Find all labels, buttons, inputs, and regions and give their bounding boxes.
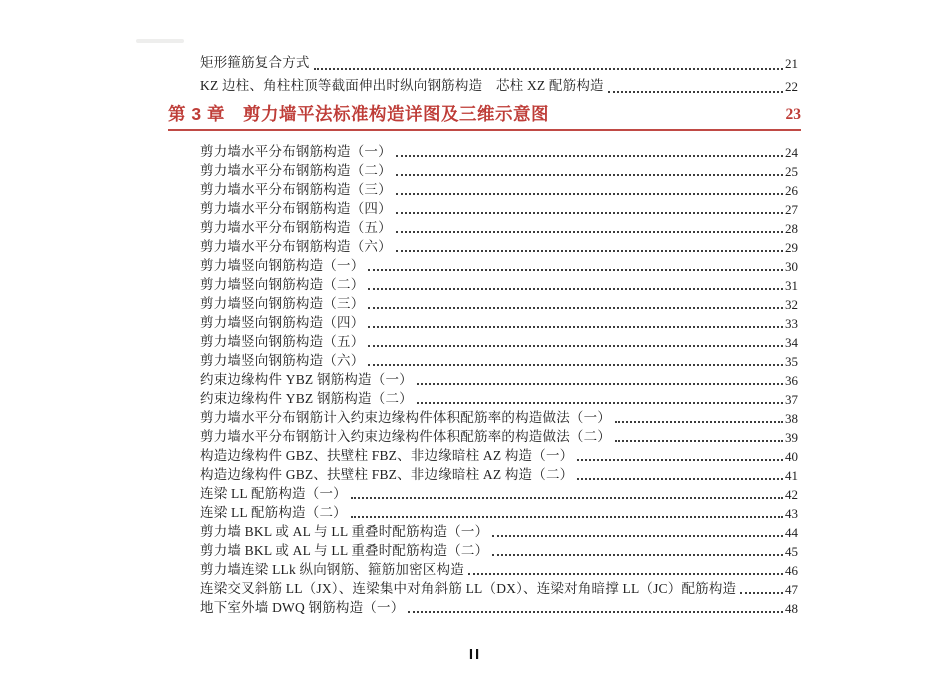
toc-entry-page: 36 [785, 373, 798, 388]
toc-leader-dots [740, 592, 783, 594]
toc-entry[interactable] [200, 579, 798, 598]
toc-entry-page: 37 [785, 392, 798, 407]
toc-leader-dots [396, 231, 783, 233]
toc-entry-page: 38 [785, 411, 798, 426]
toc-leader-dots [396, 155, 783, 157]
toc-leader-dots [396, 174, 783, 176]
toc-entry[interactable] [200, 199, 798, 218]
toc-entry-label: 剪力墙竖向钢筋构造（三） [200, 296, 365, 311]
toc-entry-label: 剪力墙竖向钢筋构造（一） [200, 258, 365, 273]
toc-leader-dots [351, 516, 783, 518]
toc-entry-label: 矩形箍筋复合方式 [200, 55, 310, 70]
toc-leader-dots [314, 68, 783, 70]
toc-entry-page: 29 [785, 240, 798, 255]
toc-leader-dots [492, 535, 783, 537]
toc-leader-dots [615, 440, 783, 442]
toc-leader-dots [351, 497, 783, 499]
toc-entry-page: 27 [785, 202, 798, 217]
toc-entry-label: 剪力墙水平分布钢筋构造（一） [200, 144, 392, 159]
toc-leader-dots [368, 326, 783, 328]
toc-entry[interactable] [200, 294, 798, 313]
toc-entry-page: 31 [785, 278, 798, 293]
toc-entry-page: 45 [785, 544, 798, 559]
toc-entry[interactable] [200, 484, 798, 503]
toc-entry[interactable] [200, 446, 798, 465]
toc-entry-page: 39 [785, 430, 798, 445]
toc-entry-label: 剪力墙 BKL 或 AL 与 LL 重叠时配筋构造（一） [200, 524, 489, 539]
toc-entry-page: 48 [785, 601, 798, 616]
page-number-footer: II [468, 646, 482, 663]
toc-entry-label: KZ 边柱、角柱柱顶等截面伸出时纵向钢筋构造 芯柱 XZ 配筋构造 [200, 78, 604, 93]
toc-entry-page: 25 [785, 164, 798, 179]
toc-entry[interactable] [200, 313, 798, 332]
toc-leader-dots [368, 288, 783, 290]
toc-entry[interactable] [200, 351, 798, 370]
toc-leader-dots [577, 459, 783, 461]
toc-leader-dots [492, 554, 783, 556]
toc-entry-label: 剪力墙水平分布钢筋计入约束边缘构件体积配筋率的构造做法（一） [200, 410, 611, 425]
front-matter-toc-list [200, 51, 798, 97]
toc-entry-page: 24 [785, 145, 798, 160]
toc-entry[interactable] [200, 74, 798, 97]
toc-leader-dots [468, 573, 783, 575]
chapter-page-number: 23 [785, 106, 801, 123]
toc-entry[interactable] [200, 503, 798, 522]
toc-entry-page: 43 [785, 506, 798, 521]
toc-entry-label: 剪力墙水平分布钢筋构造（二） [200, 163, 392, 178]
toc-entry-label: 剪力墙竖向钢筋构造（五） [200, 334, 365, 349]
toc-leader-dots [368, 364, 783, 366]
toc-entry-page: 21 [785, 56, 798, 71]
toc-entry-label: 构造边缘构件 GBZ、扶壁柱 FBZ、非边缘暗柱 AZ 构造（二） [200, 467, 574, 482]
scan-artifact [136, 39, 184, 43]
toc-entry[interactable] [200, 465, 798, 484]
toc-entry-label: 剪力墙水平分布钢筋构造（三） [200, 182, 392, 197]
toc-leader-dots [396, 250, 783, 252]
toc-leader-dots [396, 212, 783, 214]
toc-entry-label: 连梁 LL 配筋构造（二） [200, 505, 347, 520]
toc-entry[interactable] [200, 275, 798, 294]
toc-leader-dots [368, 307, 783, 309]
toc-entry-page: 46 [785, 563, 798, 578]
toc-entry[interactable] [200, 161, 798, 180]
toc-leader-dots [368, 345, 783, 347]
toc-leader-dots [577, 478, 783, 480]
toc-entry-label: 剪力墙水平分布钢筋计入约束边缘构件体积配筋率的构造做法（二） [200, 429, 611, 444]
toc-leader-dots [615, 421, 783, 423]
toc-entry[interactable] [200, 522, 798, 541]
toc-entry[interactable] [200, 332, 798, 351]
toc-entry-page: 33 [785, 316, 798, 331]
toc-entry-label: 连梁交叉斜筋 LL（JX）、连梁集中对角斜筋 LL（DX）、连梁对角暗撑 LL（JC）配筋构造 [200, 581, 737, 596]
toc-entry[interactable] [200, 51, 798, 74]
toc-leader-dots [417, 402, 783, 404]
toc-entry-label: 剪力墙水平分布钢筋构造（六） [200, 239, 392, 254]
toc-entry-page: 44 [785, 525, 798, 540]
toc-entry-label: 地下室外墙 DWQ 钢筋构造（一） [200, 600, 405, 615]
toc-entry-page: 40 [785, 449, 798, 464]
toc-entry-label: 剪力墙水平分布钢筋构造（四） [200, 201, 392, 216]
chapter-heading-row[interactable] [168, 103, 801, 131]
toc-entry-page: 42 [785, 487, 798, 502]
toc-entry[interactable] [200, 180, 798, 199]
toc-entry-page: 35 [785, 354, 798, 369]
toc-entry[interactable] [200, 218, 798, 237]
toc-entry-label: 构造边缘构件 GBZ、扶壁柱 FBZ、非边缘暗柱 AZ 构造（一） [200, 448, 574, 463]
toc-entry-label: 剪力墙连梁 LLk 纵向钢筋、箍筋加密区构造 [200, 562, 464, 577]
chapter-toc-list [200, 142, 798, 617]
toc-entry-label: 连梁 LL 配筋构造（一） [200, 486, 347, 501]
toc-entry-page: 22 [785, 79, 798, 94]
toc-leader-dots [368, 269, 783, 271]
toc-entry-page: 26 [785, 183, 798, 198]
toc-entry-page: 30 [785, 259, 798, 274]
toc-entry-label: 剪力墙竖向钢筋构造（二） [200, 277, 365, 292]
toc-leader-dots [396, 193, 783, 195]
chapter-title: 第 3 章 剪力墙平法标准构造详图及三维示意图 [168, 104, 549, 124]
toc-leader-dots [417, 383, 783, 385]
toc-entry-label: 剪力墙水平分布钢筋构造（五） [200, 220, 392, 235]
toc-leader-dots [608, 91, 783, 93]
toc-entry-label: 剪力墙竖向钢筋构造（六） [200, 353, 365, 368]
toc-entry[interactable] [200, 370, 798, 389]
toc-entry-label: 剪力墙竖向钢筋构造（四） [200, 315, 365, 330]
toc-entry[interactable] [200, 427, 798, 446]
toc-entry[interactable] [200, 237, 798, 256]
toc-entry[interactable] [200, 598, 798, 617]
toc-entry[interactable] [200, 389, 798, 408]
toc-entry-page: 28 [785, 221, 798, 236]
toc-entry-label: 约束边缘构件 YBZ 钢筋构造（二） [200, 391, 413, 406]
toc-leader-dots [408, 611, 783, 613]
toc-entry-label: 约束边缘构件 YBZ 钢筋构造（一） [200, 372, 413, 387]
toc-entry-page: 34 [785, 335, 798, 350]
toc-entry[interactable] [200, 142, 798, 161]
toc-entry[interactable] [200, 541, 798, 560]
toc-entry-label: 剪力墙 BKL 或 AL 与 LL 重叠时配筋构造（二） [200, 543, 489, 558]
toc-entry-page: 32 [785, 297, 798, 312]
toc-entry-page: 47 [785, 582, 798, 597]
toc-entry[interactable] [200, 560, 798, 579]
toc-entry-page: 41 [785, 468, 798, 483]
toc-entry[interactable] [200, 408, 798, 427]
toc-entry[interactable] [200, 256, 798, 275]
